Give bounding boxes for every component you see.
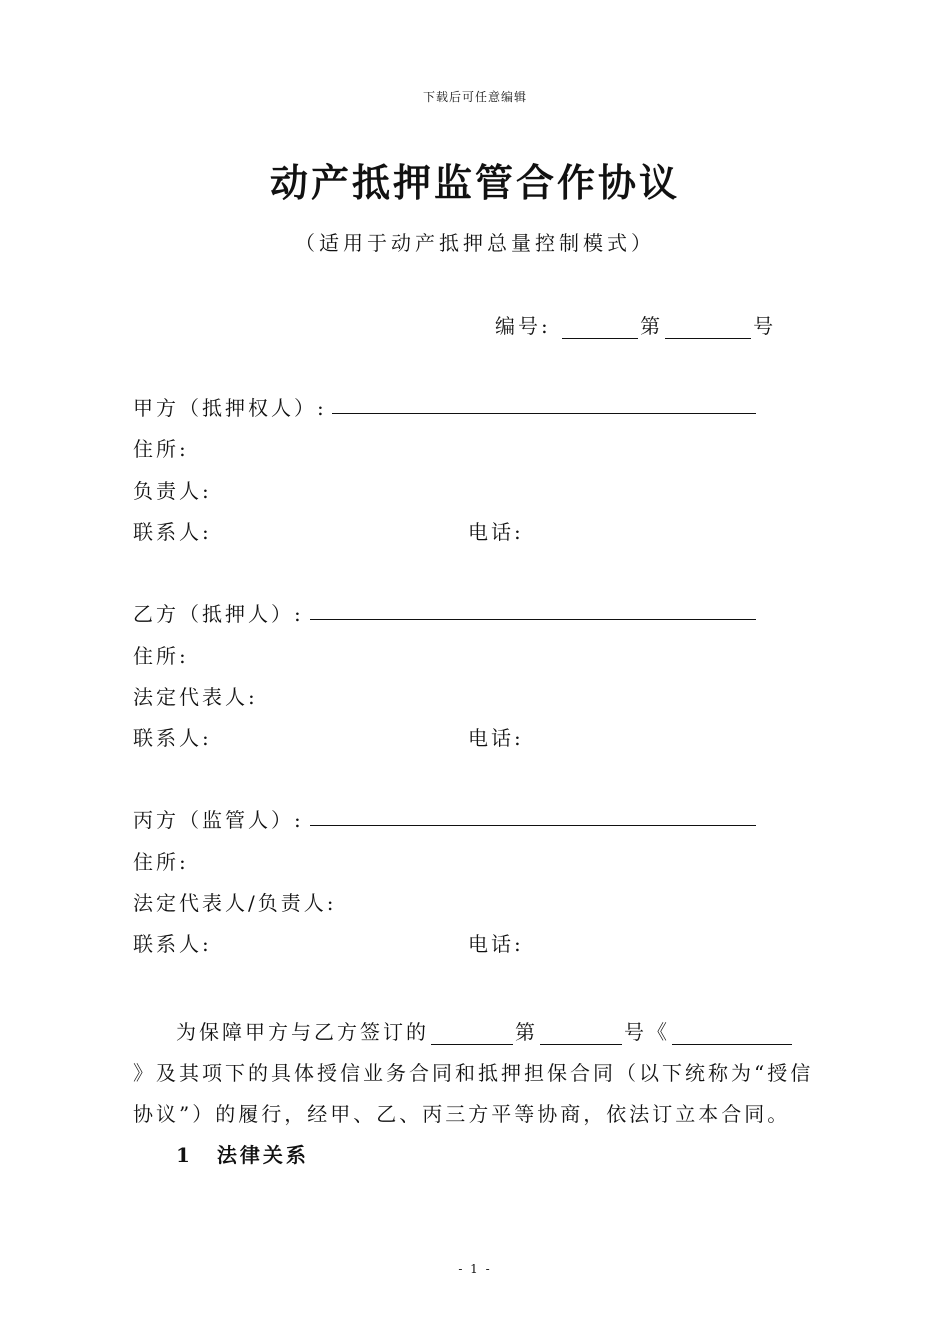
- party-c-phone: 电话:: [468, 932, 524, 956]
- contract-number-blank-1: [562, 318, 638, 339]
- party-c-contact: 联系人:: [133, 932, 212, 956]
- contract-number-end: 号: [753, 314, 777, 338]
- party-c-label: 丙方（监管人）:: [133, 808, 304, 832]
- contract-number-mid: 第: [640, 314, 664, 338]
- header-note: 下载后可任意编辑: [422, 90, 527, 104]
- party-c-address: 住所:: [133, 850, 189, 874]
- party-b-label: 乙方（抵押人）:: [133, 602, 304, 626]
- party-b-phone: 电话:: [468, 726, 524, 750]
- party-b-address: 住所:: [133, 644, 189, 668]
- contract-number-line: [495, 310, 776, 339]
- preamble-line-2: 》及其项下的具体授信业务合同和抵押担保合同（以下统称为“授信: [133, 1061, 814, 1085]
- document-subtitle: （适用于动产抵押总量控制模式）: [295, 231, 655, 255]
- party-a-phone: 电话:: [468, 520, 524, 544]
- preamble-line-1-mid: 第: [515, 1020, 538, 1044]
- party-c-name-blank: [310, 825, 756, 826]
- preamble-agreement-number-blank-1: [431, 1024, 513, 1045]
- section-1-heading: [176, 1139, 309, 1168]
- party-b-name-blank: [310, 619, 756, 620]
- preamble-agreement-name-blank: [672, 1024, 792, 1045]
- preamble-line-1: [176, 1016, 794, 1045]
- party-a-address: 住所:: [133, 437, 189, 461]
- contract-number-label: 编号:: [495, 314, 551, 338]
- preamble-line-1-start: 为保障甲方与乙方签订的: [176, 1020, 429, 1044]
- party-a-contact: 联系人:: [133, 520, 212, 544]
- preamble-line-1-end: 号《: [624, 1020, 670, 1044]
- party-a-label: 甲方（抵押权人）:: [133, 396, 327, 420]
- party-b-representative: 法定代表人:: [133, 685, 258, 709]
- party-a-principal: 负责人:: [133, 479, 212, 503]
- preamble-line-3: 协议”）的履行，经甲、乙、丙三方平等协商，依法订立本合同。: [133, 1102, 791, 1126]
- party-a-name-blank: [332, 413, 756, 414]
- section-1-title: 法律关系: [216, 1143, 309, 1167]
- preamble-agreement-number-blank-2: [540, 1024, 622, 1045]
- party-b-contact: 联系人:: [133, 726, 212, 750]
- document-title: 动产抵押监管合作协议: [269, 160, 680, 205]
- contract-number-blank-2: [665, 318, 751, 339]
- party-c-representative: 法定代表人/负责人:: [133, 891, 337, 915]
- section-1-number: 1: [176, 1143, 193, 1167]
- page-number: - 1 -: [458, 1262, 492, 1276]
